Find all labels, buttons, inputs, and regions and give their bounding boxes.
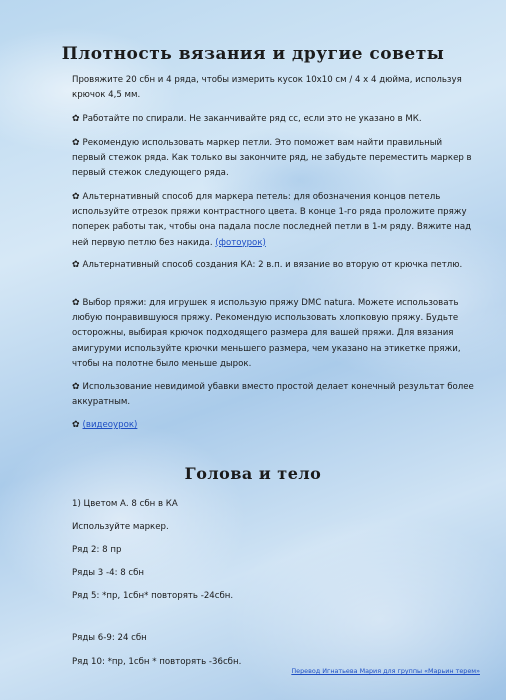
tip-item (72, 190, 474, 251)
tip-item (72, 258, 474, 273)
tip-item (72, 112, 474, 127)
tip-text: Выбор пряжи: для игрушек я использую пряжу DMC natura. Можете использовать любую понравившуюся пряжу. Рекомендую использовать хлопковую пряжу. Будьте осторожны, выбирая крючок подходящего размера для вашей пряжи. Для вязания амигуруми используйте крючки меньшего размера, чем указано на этикетке пряжи, чтобы на полотне было меньше дырок. (72, 298, 461, 369)
translator-credit-link[interactable]: Перевод Игнатьева Мария для группы «Марьин терем» (291, 667, 480, 675)
pattern-row: 1) Цветом А. 8 сбн в КА (72, 499, 178, 509)
tip-item (72, 380, 474, 410)
tip-text: Альтернативный способ для маркера петель: для обозначения концов петель используйте отрезок пряжи контрастного цвета. В конце 1-го ряда проложите пряжу поперек работы так, чтобы она падала после последней петли в 1-м ряду. Вяжите над ней первую петлю без накида. (72, 192, 472, 248)
intro-paragraph: Провяжите 20 сбн и 4 ряда, чтобы измерить кусок 10х10 см / 4 х 4 дюйма, используя крючок 4,5 мм. (72, 75, 462, 101)
video-lesson-link[interactable]: (видеоурок) (82, 420, 138, 430)
flower-icon: ✿ (72, 298, 80, 308)
flower-icon: ✿ (72, 260, 80, 270)
pattern-row: Ряды 3 -4: 8 сбн (72, 568, 145, 578)
flower-icon: ✿ (72, 382, 80, 392)
photo-lesson-link[interactable]: (фотоурок) (215, 237, 266, 248)
tip-item (72, 136, 474, 182)
tip-text: Использование невидимой убавки вместо простой делает конечный результат более аккуратным. (72, 382, 474, 408)
flower-icon: ✿ (72, 420, 80, 430)
flower-icon: ✿ (72, 192, 80, 202)
flower-icon: ✿ (72, 138, 80, 148)
pattern-row: Используйте маркер. (72, 522, 169, 532)
pattern-row: Ряды 6-9: 24 сбн (72, 633, 147, 643)
section-title-head-body: Голова и тело (184, 464, 322, 483)
tip-text: Альтернативный способ создания КА: 2 в.п. и вязание во вторую от крючка петлю. (82, 260, 463, 270)
tip-text: Рекомендую использовать маркер петли. Это поможет вам найти правильный первый стежок ряда. Как только вы закончите ряд, не забудьте переместить маркер в первый стежок следующего ряда. (72, 138, 472, 179)
section-title-gauge: Плотность вязания и другие советы (61, 44, 445, 64)
tip-text: Работайте по спирали. Не заканчивайте ряд сс, если это не указано в МК. (82, 114, 422, 124)
flower-icon: ✿ (72, 114, 80, 124)
pattern-row: Ряд 5: *пр, 1сбн* повторять -24сбн. (72, 591, 234, 601)
pattern-row: Ряд 10: *пр, 1сбн * повторять -36сбн. (72, 657, 242, 667)
tip-item (72, 418, 474, 433)
pattern-row: Ряд 2: 8 пр (72, 545, 122, 555)
tip-item (72, 296, 474, 372)
